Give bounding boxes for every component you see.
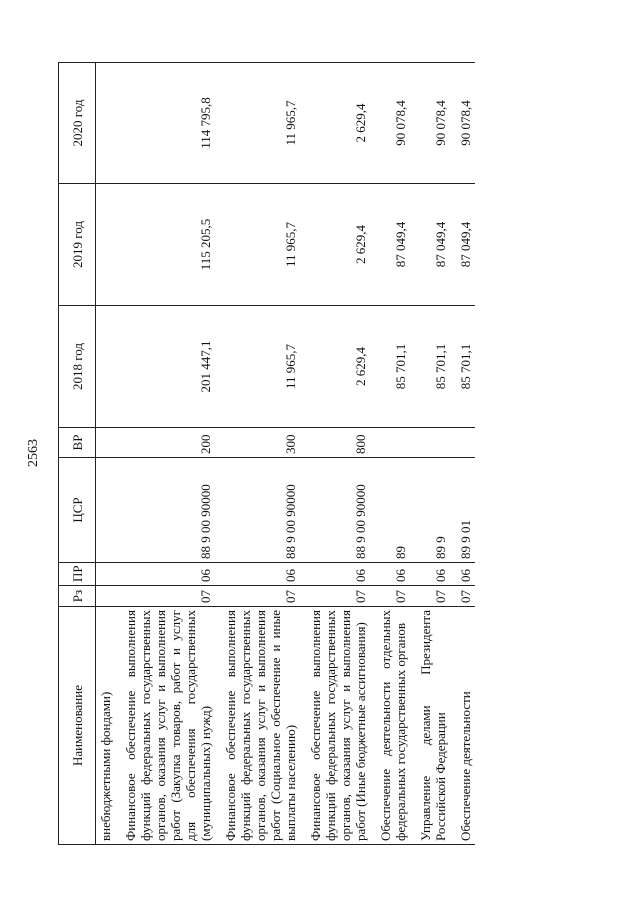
row-2018: 85 701,1 — [410, 306, 450, 428]
row-csr: 89 9 01 — [450, 458, 475, 563]
row-2019: 87 049,4 — [450, 184, 475, 306]
row-name: Обеспечение деятельности отдельных федеральных государственных органов — [370, 607, 410, 845]
table-row — [450, 63, 475, 845]
row-2019: 87 049,4 — [370, 184, 410, 306]
header-2020: 2020 год — [59, 63, 96, 184]
row-pr: 06 — [300, 563, 370, 586]
row-pr: 06 — [450, 563, 475, 586]
row-vr — [370, 428, 410, 458]
row-2019: 11 965,7 — [215, 184, 300, 306]
row-2020: 90 078,4 — [410, 63, 450, 184]
row-rz: 07 — [300, 586, 370, 607]
table-row — [370, 63, 410, 845]
row-vr: 300 — [215, 428, 300, 458]
row-rz: 07 — [370, 586, 410, 607]
row-2019 — [96, 184, 116, 306]
table-row — [215, 63, 300, 845]
table-row — [115, 63, 215, 845]
row-2020 — [96, 63, 116, 184]
budget-table — [58, 62, 475, 845]
row-pr: 06 — [370, 563, 410, 586]
row-vr — [450, 428, 475, 458]
row-name: внебюджетными фондами) — [96, 607, 116, 845]
header-name: Наименование — [59, 607, 96, 845]
row-rz: 07 — [410, 586, 450, 607]
row-2018: 85 701,1 — [370, 306, 410, 428]
row-csr: 89 — [370, 458, 410, 563]
row-2018: 201 447,1 — [115, 306, 215, 428]
row-pr — [96, 563, 116, 586]
row-csr: 88 9 00 90000 — [115, 458, 215, 563]
row-name: Финансовое обеспечение выполнения функций федеральных государственных органов, оказания услуг и выполнения работ (Иные бюджетные ассигнования) — [300, 607, 370, 845]
row-2019: 115 205,5 — [115, 184, 215, 306]
row-2018 — [96, 306, 116, 428]
header-pr: ПР — [59, 563, 96, 586]
row-rz — [96, 586, 116, 607]
rotated-table-container — [58, 63, 598, 845]
row-2018: 85 701,1 — [450, 306, 475, 428]
row-csr — [96, 458, 116, 563]
row-2020: 90 078,4 — [450, 63, 475, 184]
row-2020: 2 629,4 — [300, 63, 370, 184]
row-2019: 2 629,4 — [300, 184, 370, 306]
table-row — [96, 63, 116, 845]
header-csr: ЦСР — [59, 458, 96, 563]
row-name: Финансовое обеспечение выполнения функций федеральных государственных органов, оказания услуг и выполнения работ (Социальное обеспечение и иные выплаты населению) — [215, 607, 300, 845]
row-vr — [96, 428, 116, 458]
header-vr: ВР — [59, 428, 96, 458]
header-rz: Рз — [59, 586, 96, 607]
row-name: Управление делами Президента Российской Федерации — [410, 607, 450, 845]
row-2020: 114 795,8 — [115, 63, 215, 184]
row-rz: 07 — [115, 586, 215, 607]
row-csr: 89 9 — [410, 458, 450, 563]
row-name: Финансовое обеспечение выполнения функций федеральных государственных органов, оказания услуг и выполнения работ (Закупка товаров, работ и услуг для обеспечения государственных (муниципальных) нужд) — [115, 607, 215, 845]
row-2020: 90 078,4 — [370, 63, 410, 184]
row-2020: 11 965,7 — [215, 63, 300, 184]
row-rz: 07 — [450, 586, 475, 607]
table-row — [300, 63, 370, 845]
row-pr: 06 — [215, 563, 300, 586]
row-csr: 88 9 00 90000 — [300, 458, 370, 563]
table-header-row — [59, 63, 96, 845]
row-vr: 800 — [300, 428, 370, 458]
row-2018: 2 629,4 — [300, 306, 370, 428]
row-csr: 88 9 00 90000 — [215, 458, 300, 563]
row-pr: 06 — [410, 563, 450, 586]
row-2019: 87 049,4 — [410, 184, 450, 306]
row-name: Обеспечение деятельности — [450, 607, 475, 845]
page-number: 2563 — [26, 439, 41, 467]
row-vr — [410, 428, 450, 458]
header-2018: 2018 год — [59, 306, 96, 428]
row-2018: 11 965,7 — [215, 306, 300, 428]
table-row — [410, 63, 450, 845]
row-rz: 07 — [215, 586, 300, 607]
header-2019: 2019 год — [59, 184, 96, 306]
row-vr: 200 — [115, 428, 215, 458]
row-pr: 06 — [115, 563, 215, 586]
